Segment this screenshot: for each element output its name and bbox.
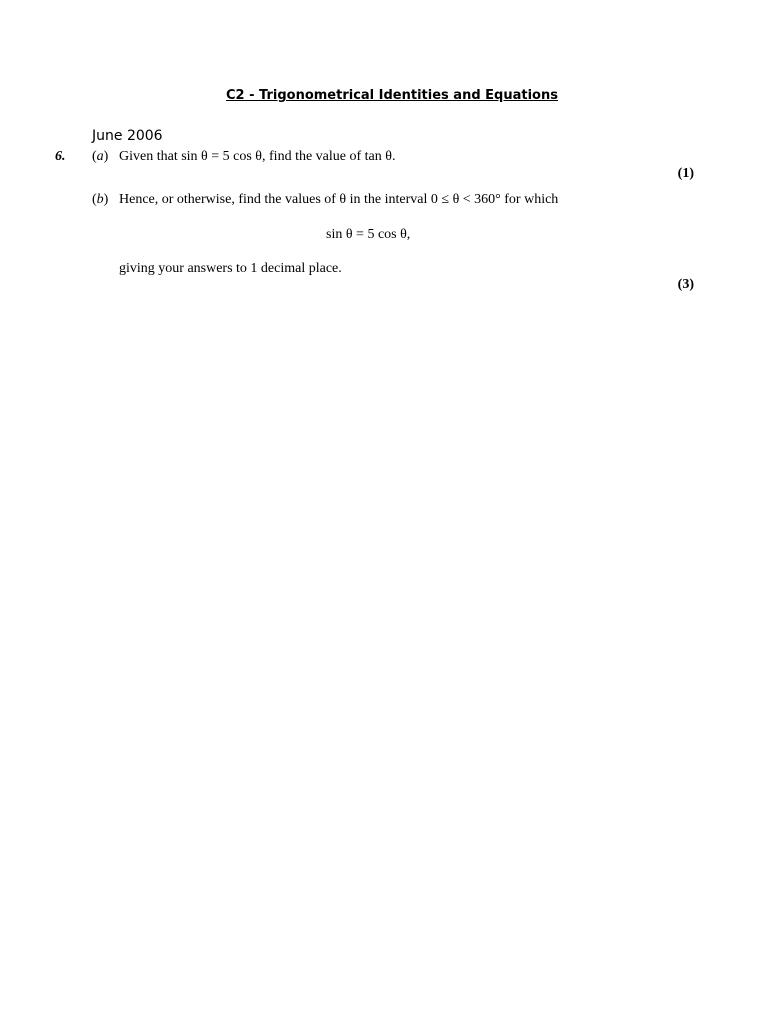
part-b-label: (b) bbox=[92, 192, 109, 207]
part-a-label: (a) bbox=[92, 149, 109, 164]
exam-session: June 2006 bbox=[92, 128, 163, 144]
part-a-marks: (1) bbox=[677, 166, 694, 181]
question-number: 6. bbox=[55, 149, 66, 164]
part-b-text: Hence, or otherwise, find the values of θ in the interval 0 ≤ θ < 360° for which bbox=[119, 192, 559, 207]
part-b-continuation: giving your answers to 1 decimal place. bbox=[119, 261, 342, 276]
part-b-equation: sin θ = 5 cos θ, bbox=[326, 227, 411, 242]
part-b-marks: (3) bbox=[677, 277, 694, 292]
part-a-text: Given that sin θ = 5 cos θ, find the value of tan θ. bbox=[119, 149, 396, 164]
page-title: C2 - Trigonometrical Identities and Equations bbox=[226, 88, 558, 103]
